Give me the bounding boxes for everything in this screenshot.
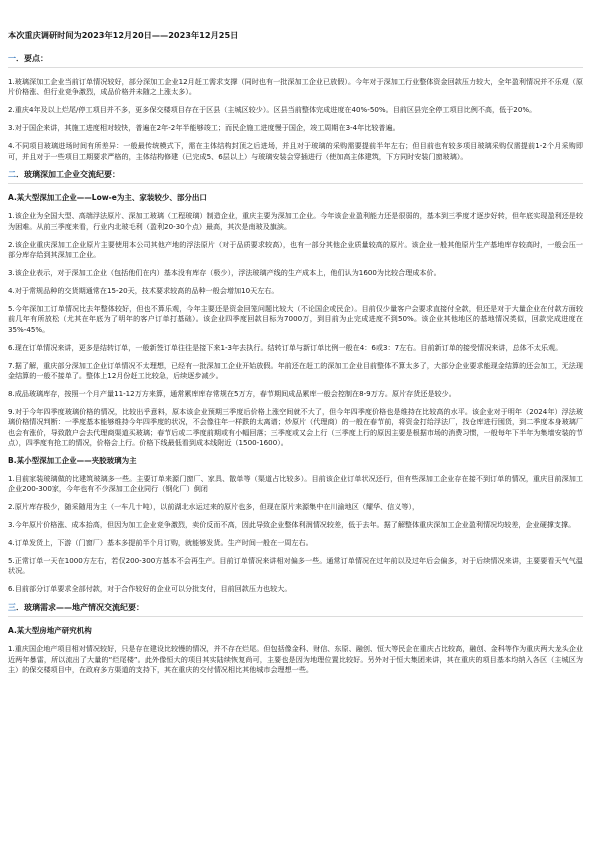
- subsection-heading-small-company: B.某小型深加工企业——夹胶玻璃为主: [8, 455, 137, 465]
- paragraph: 1.该企业为全国大型、高端浮法原片、深加工玻璃（工程玻璃）制造企业，重庆主要为深加工企业。今年该企业盈利能力还是很弱的，基本到三季度才逐步好转，但年底实现盈利还是较为困难。从前三季度来看，行业内北玻毛利（盈利20-30个点）最高，其次是南玻及旗滨。: [8, 211, 583, 231]
- paragraph: 1.玻璃深加工企业当前订单情况较好，部分深加工企业12月赶工需求支撑（同时也有一批深加工企业已放假）。今年对于深加工行业整体资金回款压力较大，全年盈利情况并不乐观（原片价格涨、但行业竞争激烈，成品价格并未随之上涨太多）。: [8, 77, 583, 97]
- paragraph: 1.重庆国企地产项目相对情况较好，只是存在建设比较慢的情况，并不存在烂尾。但包括像金科、财信、东原、融创、恒大等民企在重庆占比较高，融创、金科等作为重庆两大龙头企业近两年暴雷，所以流出了大量的“烂尾楼”。此外像恒大的项目其实陆续恢复尚可，主要也是因为地理位置比较好。另外对于恒大集团来讲，其在重庆的项目基本均纳入各区（主城区为主）的保交楼项目中，在政府多方渠道的支持下，其在重庆的交付情况相比其他城市会理想一些。: [8, 644, 583, 674]
- paragraph: 7.据了解，重庆部分深加工企业订单情况不太理想，已经有一批深加工企业开始放假。年前还在赶工的深加工企业目前整体不算太多了，大部分企业要求能现金结算的还会加工，无法现金结算的一般不接单了。整体上12月份赶工比较急，后续逐步减少。: [8, 360, 583, 380]
- section-label: ．要点：: [16, 54, 48, 63]
- subsection-heading-research-institute: A.某大型房地产研究机构: [8, 626, 92, 636]
- section-heading-key-points: [8, 53, 583, 68]
- paragraph: 3.对于国企来讲，其施工进度相对较快，普遍在2年-2年半能够竣工；而民企施工进度慢于国企，竣工周期在3-4年比较普遍。: [8, 123, 400, 133]
- paragraph: 9.对于今年四季度玻璃价格的情况，比较出乎意料，原本该企业预期三季度后价格上涨空间就不大了，但今年四季度价格也是维持在比较高的水平。该企业对于明年（2024年）浮法玻璃价格情况判断：一季度基本能够维持今年四季度的状况，不会像往年一样跌的太离谱；炒原片（代理商）的一般在春节前，将资金打给浮法厂，找仓库进行囤货，到二季度本身玻璃厂也会有涨价，导致散户会去代理商渠道买玻璃；春节后或二季度前期或有小幅回落；三季度或又会上行（三季度上行的原因主要是根据市场的消费习惯，一般每年下半年为集墙安装的节点），四季度有抢工的情况，价格会上行。价格下线最低看到成本线附近（1500-1600）。: [8, 406, 583, 447]
- paragraph: 2.重庆4年及以上烂尾/停工项目并不多，更多保交楼项目存在于区县（主城区较少）。区县当前整体完成进度在40%-50%。目前区县完全停工项目比例不高，低于20%。: [8, 105, 537, 115]
- paragraph: 8.成品玻璃库存，按照一个月产量11-12万方来算，通常累库库存常规在5万方，春节期间成品累库一般会控制在8-9万方。原片存货还是较少。: [8, 388, 456, 398]
- paragraph: 3.该企业表示，对于深加工企业（包括他们在内）基本没有库存（极少），浮法玻璃产线的生产成本上，他们认为1600为比较合理成本价。: [8, 268, 441, 278]
- paragraph: 5.正常订单一天在1000方左右，若仅200-300方基本不会再生产。目前订单情况来讲相对偏多一些。通常订单情况在过年前以及过年后会偏多，对于后续情况来讲，主要要看天气气温状况。: [8, 555, 583, 576]
- report-title: 本次重庆调研时间为2023年12月20日——2023年12月25日: [8, 30, 239, 40]
- paragraph: 4.订单发货上，下游（门窗厂）基本多提前半个月订购，就能够发货。生产时间一般在一周左右。: [8, 537, 313, 547]
- paragraph: 4.不同项目玻璃进场时间有所差异：一般最传统模式下，需在主体结构封顶之后进场，并且对于玻璃的采购需要提前半年左右；但目前也有较多项目玻璃采购仅需提前1-2个月采购即可，并且对于一些项目工期要求严格的，主体结构修建（已完成5、6层以上）与玻璃安装会穿插进行（使加高主体建筑，下方同时安装门窗玻璃）。: [8, 141, 583, 161]
- section-heading-processing-companies: [8, 169, 583, 184]
- paragraph: 4.对于常规品种的交货期通常在15-20天，技术要求较高的品种一般会增加10天左右。: [8, 285, 279, 295]
- paragraph: 6.目前部分订单要求全部付款，对于合作较好的企业可以分批支付，目前回款压力也较大。: [8, 584, 292, 594]
- paragraph: 2.原片库存极少，随采随用为主（一车几十吨），以前湖北水运过来的原片也多，但现在原片来源集中在川渝地区（耀华、信义等），: [8, 502, 420, 512]
- section-label: ．玻璃需求——地产情况交流纪要：: [16, 603, 144, 613]
- paragraph: 6.现在订单情况来讲，更多是结转订单，一般新签订单往往是接下来1-3年去执行。结转订单与新订单比例一般在4：6或3：7左右。目前新订单的接受情况来讲，总体不太乐观。: [8, 342, 563, 352]
- section-heading-real-estate-demand: [8, 602, 583, 617]
- section-number: 二: [8, 170, 16, 180]
- section-number: 三: [8, 603, 16, 613]
- section-number: 一: [8, 54, 16, 63]
- paragraph: 3.今年原片价格涨、成本抬高，但因为加工企业竞争激烈，卖价反而不高，因此导致企业整体利润情况较差，低于去年。据了解整体重庆深加工企业盈利情况均较差，企业硬撑支撑。: [8, 520, 576, 530]
- section-label: ．玻璃深加工企业交流纪要：: [16, 170, 120, 180]
- paragraph: 1.目前家装玻璃做的比建筑玻璃多一些。主要订单来源门窗厂、家具、散单等（渠道占比较多）。目前该企业订单状况还行，但有些深加工企业存在接不到订单的情况，重庆目前深加工企业200-300家，今年也有不少深加工企业同行（钢化厂）倒闭: [8, 473, 583, 494]
- paragraph: 5.今年深加工订单情况比去年整体较好，但也不算乐观，今年主要还是资金回笼问题比较大（不论国企或民企）。目前仅少量客户会要求直接付全款，但还是对于大量企业在付款方面较前几年有所放松（尤其在年底为了明年的客户订单打基础）。该企业四季度回款目标为7000万，到目前为止完成进度不到50%。该企业其他地区的基地情况类似，回款完成进度在35%-45%。: [8, 303, 583, 334]
- paragraph: 2.该企业重庆深加工企业原片主要使用本公司其他产地的浮法原片（对于品质要求较高），也有一部分其他企业质量较高的原片。该企业一般其他原片生产基地库存较高时，一般会压一部分库存给到其深加工企业。: [8, 239, 583, 260]
- subsection-heading-large-company: A.某大型深加工企业——Low-e为主、家装较少、部分出口: [8, 193, 207, 203]
